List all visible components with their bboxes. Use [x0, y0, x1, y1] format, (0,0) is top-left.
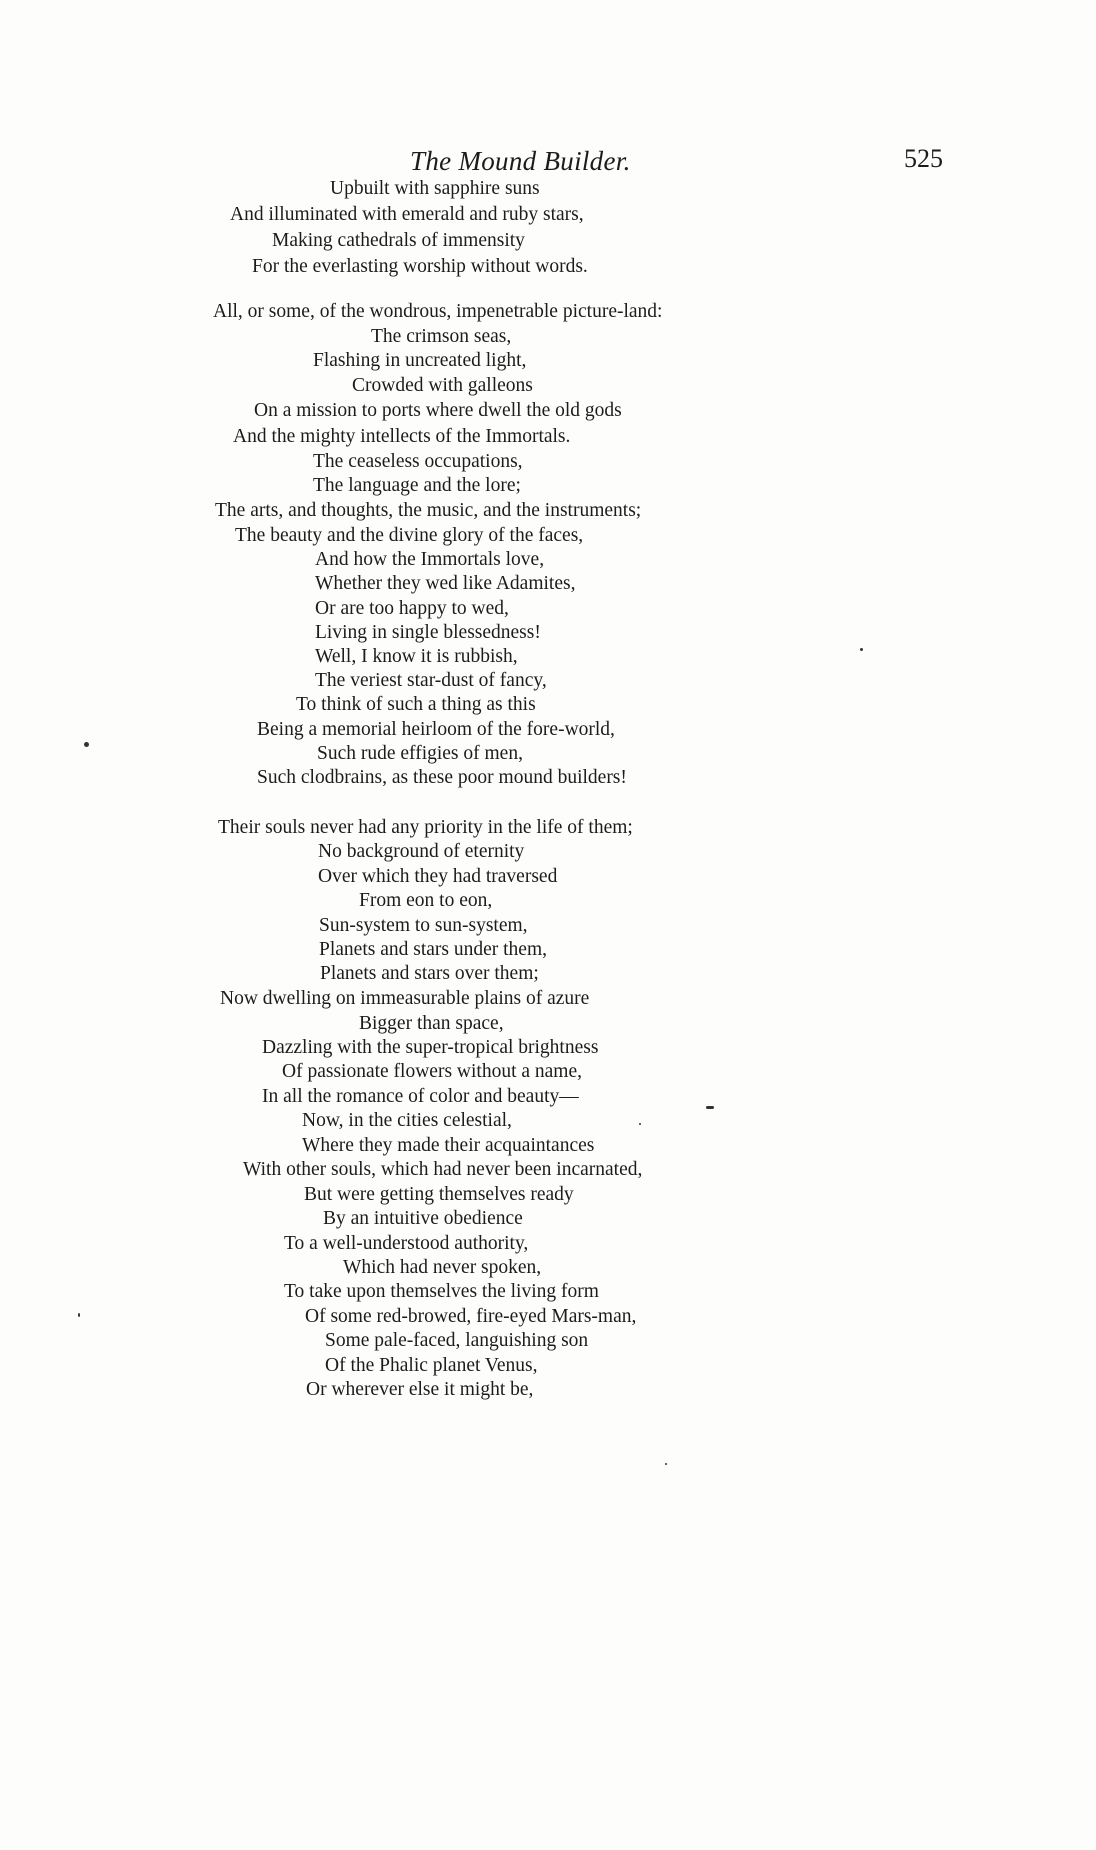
- poem-line: Sun-system to sun-system,: [319, 915, 528, 936]
- poem-line: By an intuitive obedience: [323, 1208, 523, 1229]
- poem-line: The ceaseless occupations,: [313, 451, 523, 472]
- poem-line: Crowded with galleons: [352, 375, 533, 396]
- poem-line: Which had never spoken,: [343, 1257, 542, 1278]
- poem-line: Well, I know it is rubbish,: [315, 646, 518, 667]
- poem-line: Such clodbrains, as these poor mound builders!: [257, 767, 627, 788]
- poem-line: The language and the lore;: [313, 475, 521, 496]
- poem-line: Of the Phalic planet Venus,: [325, 1355, 538, 1376]
- poem-line: In all the romance of color and beauty—: [262, 1086, 579, 1107]
- paper-speck: [78, 1313, 80, 1317]
- paper-speck: [706, 1106, 714, 1109]
- poem-line: And the mighty intellects of the Immortals.: [233, 426, 571, 447]
- poem-line: Their souls never had any priority in the life of them;: [218, 817, 633, 838]
- running-title: The Mound Builder.: [410, 146, 631, 176]
- poem-line: Or are too happy to wed,: [315, 598, 509, 619]
- poem-line: To take upon themselves the living form: [284, 1281, 599, 1302]
- poem-line: Such rude effigies of men,: [317, 743, 523, 764]
- poem-line: All, or some, of the wondrous, impenetrable picture-land:: [213, 301, 663, 322]
- poem-line: From eon to eon,: [359, 890, 493, 911]
- poem-line: Of passionate flowers without a name,: [282, 1061, 583, 1082]
- poem-line: On a mission to ports where dwell the old gods: [254, 400, 622, 421]
- paper-speck: [639, 1123, 641, 1125]
- poem-line: The arts, and thoughts, the music, and the instruments;: [215, 500, 642, 521]
- poem-line: And illuminated with emerald and ruby stars,: [230, 204, 584, 225]
- poem-line: Living in single blessedness!: [315, 622, 541, 643]
- poem-line: Now, in the cities celestial,: [302, 1110, 512, 1131]
- poem-line: Over which they had traversed: [318, 866, 558, 887]
- paper-speck: [84, 742, 89, 747]
- poem-line: Bigger than space,: [359, 1013, 504, 1034]
- poem-line: Upbuilt with sapphire suns: [330, 178, 540, 199]
- poem-line: Planets and stars under them,: [319, 939, 547, 960]
- poem-line: With other souls, which had never been incarnated,: [243, 1159, 643, 1180]
- poem-line: The veriest star-dust of fancy,: [315, 670, 547, 691]
- poem-line: Being a memorial heirloom of the fore-world,: [257, 719, 615, 740]
- poem-line: The crimson seas,: [371, 326, 512, 347]
- paper-speck: [665, 1463, 667, 1465]
- poem-line: Planets and stars over them;: [320, 963, 539, 984]
- poem-line: To think of such a thing as this: [296, 694, 536, 715]
- poem-line: But were getting themselves ready: [304, 1184, 574, 1205]
- poem-line: The beauty and the divine glory of the faces,: [235, 525, 584, 546]
- poem-line: Whether they wed like Adamites,: [315, 573, 576, 594]
- poem-line: Or wherever else it might be,: [306, 1379, 534, 1400]
- poem-line: To a well-understood authority,: [284, 1233, 529, 1254]
- poem-line: For the everlasting worship without words.: [252, 256, 588, 277]
- poem-line: And how the Immortals love,: [315, 549, 545, 570]
- poem-line: Dazzling with the super-tropical brightness: [262, 1037, 599, 1058]
- poem-line: Making cathedrals of immensity: [272, 230, 525, 251]
- page-number: 525: [904, 144, 943, 173]
- poem-line: Of some red-browed, fire-eyed Mars-man,: [305, 1306, 637, 1327]
- poem-line: Flashing in uncreated light,: [313, 350, 527, 371]
- poem-line: Some pale-faced, languishing son: [325, 1330, 589, 1351]
- paper-speck: [860, 648, 863, 651]
- poem-line: No background of eternity: [318, 841, 525, 862]
- poem-line: Where they made their acquaintances: [302, 1135, 595, 1156]
- poem-line: Now dwelling on immeasurable plains of azure: [220, 988, 590, 1009]
